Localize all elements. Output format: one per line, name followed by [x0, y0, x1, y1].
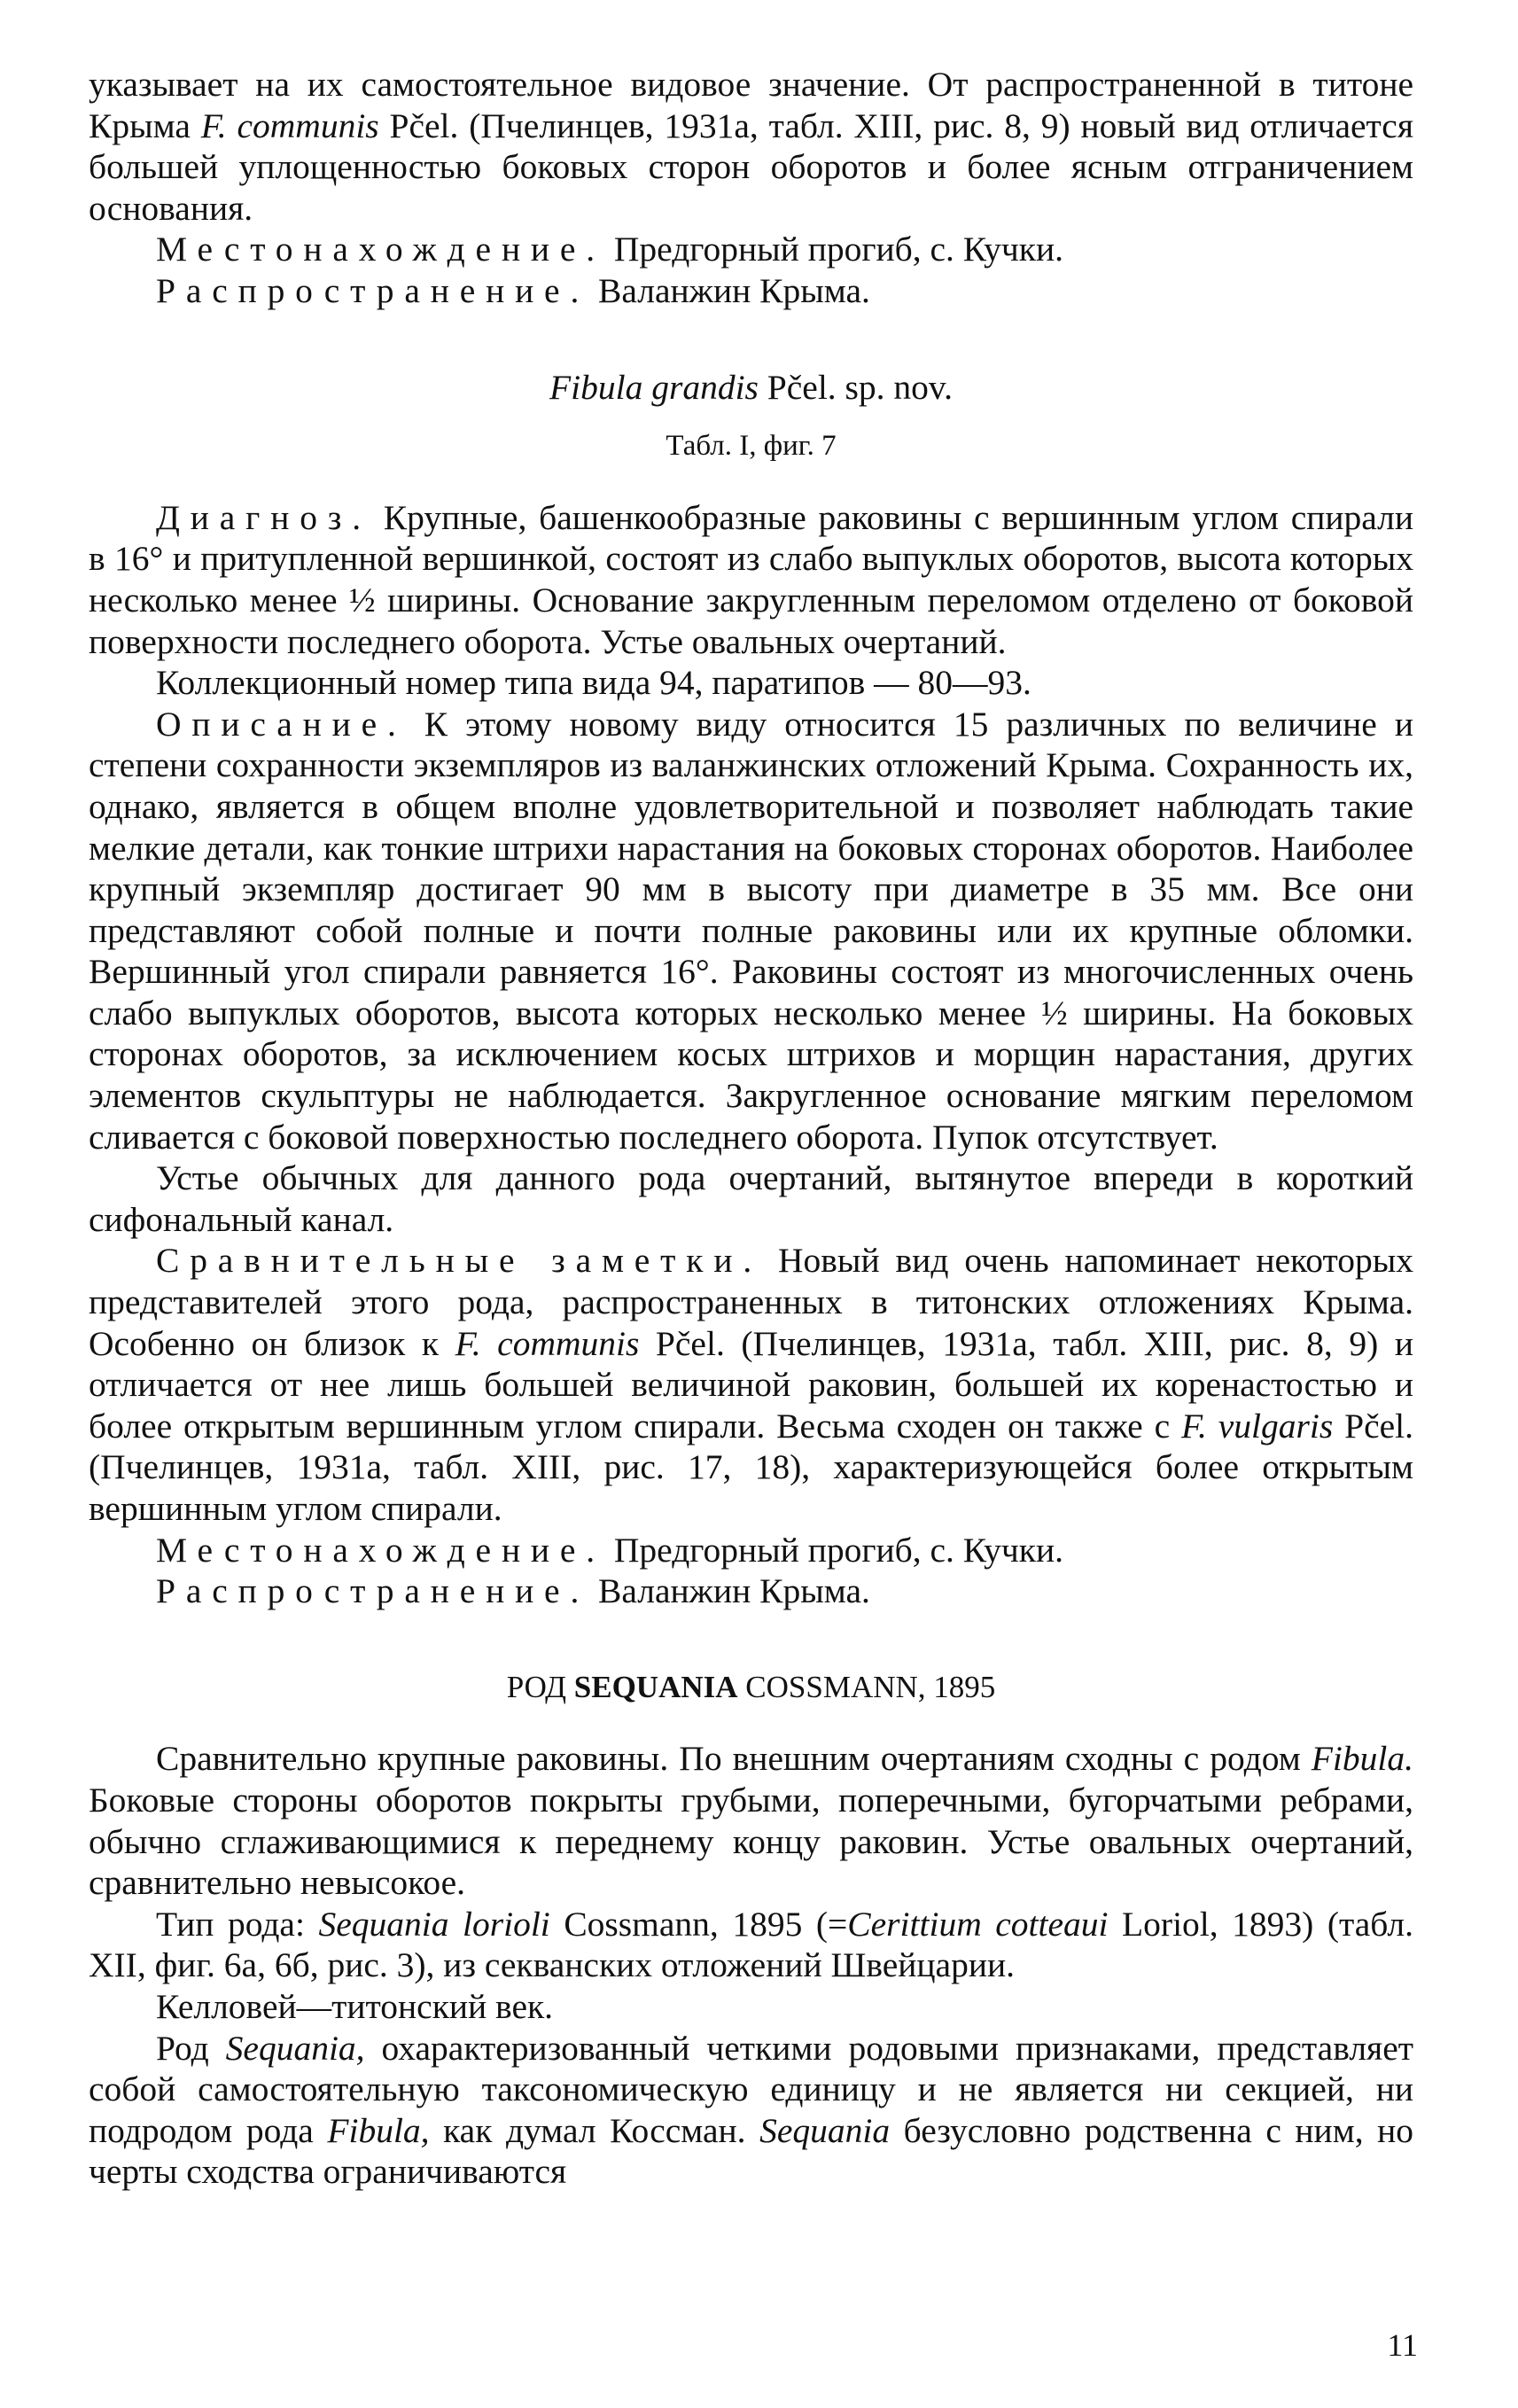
paragraph-diagnosis: Диагноз. Крупные, башенкообразные раковины с вершинным углом спирали в 16° и притупленной вершинкой, состоят из слабо выпуклых оборотов, высота которых несколько менее ½ ширины. Основание закругленным переломом отделено от боковой поверхности последнего оборота. Устье овальных очертаний. — [89, 497, 1413, 661]
paragraph-aperture: Устье обычных для данного рода очертаний, вытянутое впереди в короткий сифональный канал. — [89, 1158, 1413, 1239]
paragraph-intro: указывает на их самостоятельное видовое значение. От распространенной в титоне Крыма F. communis Pčel. (Пчелинцев, 1931а, табл. XIII, рис. 8, 9) новый вид отличается большей уплощенностью боковых сторон оборотов и более ясным отграничением основания. — [89, 65, 1413, 228]
taxon-name: Sequania lorioli — [318, 1904, 550, 1944]
distribution-line: Распространение. Валанжин Крыма. — [156, 1571, 870, 1611]
section-label: Распространение. — [156, 1571, 590, 1611]
taxon-name: F. communis — [200, 105, 379, 145]
plate-reference: Табл. I, фиг. 7 — [666, 430, 837, 463]
paragraph-collection: Коллекционный номер типа вида 94, паратипов — 80—93. — [156, 663, 1031, 703]
page-number: 11 — [1387, 2327, 1418, 2363]
taxon-name: F. communis — [455, 1323, 640, 1363]
taxon-name: Fibula. — [1311, 1739, 1413, 1779]
paragraph-comparison: Сравнительные заметки. Новый вид очень напоминает некоторых представителей этого рода, распространенных в титонских отложениях Крыма. Особенно он близок к F. communis Pčel. (Пчелинцев, 1931а, табл. XIII, рис. 8, 9) и отличается от нее лишь большей величиной раковин, большей их коренастостью и более открытым вершинным углом спирали. Весьма сходен он также с F. vulgaris Pčel. (Пчелинцев, 1931а, табл. XIII, рис. 17, 18), характеризующейся более открытым вершинным углом спирали. — [89, 1241, 1413, 1528]
paragraph-genus-discussion: Род Sequania, охарактеризованный четкими родовыми признаками, представляет собой самостоятельную таксономическую единицу и не является ни секцией, ни подродом рода Fibula, как думал Коссман. Sequania безусловно родственна с ним, но черты сходства ограничиваются — [89, 2028, 1413, 2192]
section-label: Диагноз. — [156, 497, 371, 537]
distribution-line: Распространение. Валанжин Крыма. — [156, 270, 870, 310]
paragraph-description: Описание. К этому новому виду относится 15 различных по величине и степени сохранности экземпляров из валанжинских отложений Крыма. Сохранность их, однако, является в общем вполне удовлетворительной и позволяет наблюдать такие мелкие детали, как тонкие штрихи нарастания на боковых сторонах оборотов. Наиболее крупный экземпляр достигает 90 мм в высоту при диаметре в 35 мм. Все они представляют собой полные и почти полные раковины или их крупные обломки. Вершинный угол спирали равняется 16°. Раковины состоят из многочисленных очень слабо выпуклых оборотов, высота которых несколько менее ½ ширины. На боковых сторонах оборотов, за исключением косых штрихов и морщин нарастания, других элементов скульптуры не наблюдается. Закругленное основание мягким переломом сливается с боковой поверхностью последнего оборота. Пупок отсутствует. — [89, 704, 1413, 1157]
taxon-name: Cerittium cotteaui — [847, 1904, 1109, 1944]
locality-line: Местонахождение. Предгорный прогиб, с. Кучки. — [156, 1530, 1064, 1570]
section-label: Описание. — [156, 704, 407, 744]
genus-heading: РОД SEQUANIA COSSMANN, 1895 — [506, 1669, 996, 1704]
section-label: Местонахождение. — [156, 1530, 606, 1570]
taxon-name: Fibula, — [327, 2110, 430, 2150]
page-text — [89, 64, 1413, 2193]
section-label: Местонахождение. — [156, 230, 606, 269]
paragraph-genus-description: Сравнительно крупные раковины. По внешним очертаниям сходны с родом Fibula. Боковые стороны оборотов покрыты грубыми, поперечными, бугорчатыми ребрами, обычно сглаживающимися к переднему концу раковин. Устье овальных очертаний, сравнительно невысокое. — [89, 1739, 1413, 1903]
locality-line: Местонахождение. Предгорный прогиб, с. Кучки. — [156, 230, 1064, 269]
paragraph-age: Келловей—титонский век. — [156, 1986, 554, 2026]
taxon-name: Sequania — [759, 2110, 891, 2150]
section-label: Сравнительные заметки. — [156, 1241, 763, 1281]
section-label: Распространение. — [156, 270, 590, 310]
taxon-name: F. vulgaris — [1180, 1406, 1334, 1446]
species-heading: Fibula grandis Pčel. sp. nov. — [549, 367, 953, 407]
taxon-name: Sequania, — [225, 2028, 365, 2068]
paragraph-type-species: Тип рода: Sequania lorioli Cossmann, 1895 (=Cerittium cotteaui Loriol, 1893) (табл. XII, фиг. 6а, 6б, рис. 3), из секванских отложений Швейцарии. — [89, 1904, 1413, 1985]
